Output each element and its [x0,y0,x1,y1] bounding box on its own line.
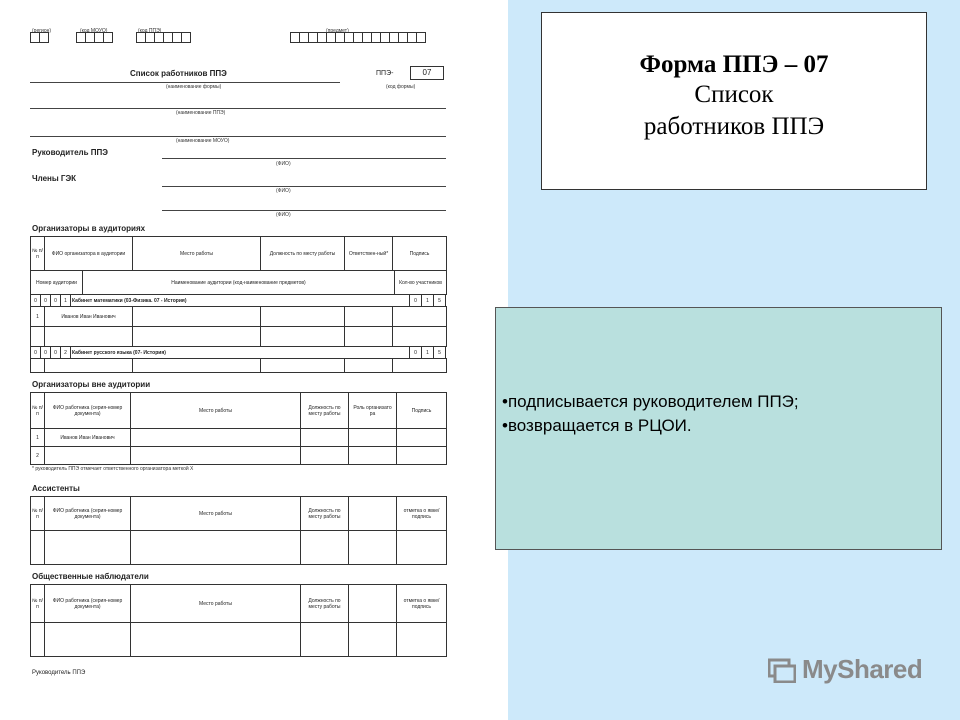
assistants-table [30,496,447,565]
organizers-in-subheader [30,270,447,295]
room-1-count-digit: 1 [422,295,434,307]
ppe-label: ППЭ- [376,70,394,77]
table-cell [345,359,393,373]
info-list [502,390,799,438]
caption-gek-fio-2: (ФИО) [276,212,291,218]
title-line-3: работников ППЭ [643,113,825,140]
table-cell [397,531,447,565]
table-cell [345,327,393,347]
t1-header-signature: Подпись [393,237,447,271]
room-2-count-digit: 0 [410,347,422,359]
organizers-in-table [30,236,447,271]
observers-table [30,584,447,657]
table-cell [393,359,447,373]
head-label: Руководитель ППЭ [32,148,108,157]
bottom-head-label: Руководитель ППЭ [32,670,86,676]
t4-header-num: № п/п [31,585,45,623]
section-observers: Общественные наблюдатели [32,572,149,581]
t2-header-num: № п/п [31,393,45,429]
table-cell [31,327,45,347]
room-2-digit: 0 [51,347,61,359]
table-cell [31,531,45,565]
myshared-logo-text: MyShared [802,654,923,684]
table-cell [301,447,349,465]
t3-header-attendance: отметка о явке/ подпись [397,497,447,531]
table-cell [45,447,131,465]
t1-header-fio: ФИО организатора в аудитории [45,237,133,271]
organizer-in-rows-2 [30,358,447,373]
mouo-name-line [30,136,446,137]
t1-header-work: Место работы [133,237,261,271]
room-1-digit: 0 [41,295,51,307]
room-2-count-digit: 5 [434,347,446,359]
info-box [495,307,942,550]
table-cell [133,327,261,347]
gek-fio-line-2 [162,210,446,211]
title-box [541,12,927,190]
t2-header-signature: Подпись [397,393,447,429]
table-cell [261,307,345,327]
room-2-digit: 0 [31,347,41,359]
t4-header-position: Должность по месту работы [301,585,349,623]
caption-form-code: (код формы) [386,84,416,90]
organizers-out-table [30,392,447,465]
info-item-signed: •подписывается руководителем ППЭ; [502,392,799,411]
room-1-count-digit: 5 [434,295,446,307]
caption-mouo-name: (наименование МОУО) [176,138,230,144]
table-cell [397,429,447,447]
table-cell [349,623,397,657]
t1-header-num: № п/п [31,237,45,271]
table-cell [45,623,131,657]
t2-header-role: Роль организато ра [349,393,397,429]
room-1-digit: 0 [51,295,61,307]
header-caption-ppe: (код ППЭ) [138,28,162,34]
room-1-count-digit: 0 [410,295,422,307]
table-cell [393,307,447,327]
room-1-name: Кабинет математики (03-Физика. 07 - История) [71,295,410,307]
t2-header-work: Место работы [131,393,301,429]
mouo-code-boxes [76,32,112,43]
t3-header-fio: ФИО работника (серия-номер документа) [45,497,131,531]
caption-gek-fio-1: (ФИО) [276,188,291,194]
table-cell [345,307,393,327]
t4-header-work: Место работы [131,585,301,623]
t1-header-position: Должность по месту работы [261,237,345,271]
room-2-digit: 0 [41,347,51,359]
table-cell [45,327,133,347]
table-cell [131,531,301,565]
section-organizers-in: Организаторы в аудиториях [32,224,146,233]
t3-header-empty [349,497,397,531]
table-cell [133,359,261,373]
table-cell [31,623,45,657]
table-cell [261,359,345,373]
t4-header-empty [349,585,397,623]
title-line-2: Список [694,81,774,108]
region-code-boxes [30,32,48,43]
head-fio-line [162,158,446,159]
t2-row-1-name: Иванов Иван Иванович [45,429,131,447]
caption-form-name: (наименование формы) [166,84,222,90]
table-cell [31,359,45,373]
table-cell [349,531,397,565]
table-cell [301,531,349,565]
organizer-in-rows [30,306,447,347]
table-cell [301,429,349,447]
gek-label: Члены ГЭК [32,174,77,183]
title-main: Форма ППЭ – 07 [639,51,829,78]
section-organizers-out: Организаторы вне аудитории [32,380,151,389]
t3-header-position: Должность по месту работы [301,497,349,531]
table-cell [45,531,131,565]
table-cell [393,327,447,347]
myshared-logo-icon [768,657,796,683]
header-caption-mouo: (код МОУО) [80,28,108,34]
header-caption-subject: (предмет) [326,28,349,34]
info-item-returned: •возвращается в РЦОИ. [502,416,692,435]
t1-sub-room-number: Номер аудитории [31,271,83,295]
room-1-digit: 0 [31,295,41,307]
table-cell [261,327,345,347]
ppe-code-boxes [136,32,190,43]
room-2-digit: 2 [61,347,71,359]
t2-row-2-num: 2 [31,447,45,465]
table-cell [349,429,397,447]
header-caption-region: (регион) [32,28,52,34]
table-cell [397,623,447,657]
subject-code-boxes [290,32,425,43]
table-cell [133,307,261,327]
gek-fio-line-1 [162,186,446,187]
t1-sub-participants: Кол-во участников [395,271,447,295]
t2-row-1-num: 1 [31,429,45,447]
t4-header-fio: ФИО работника (серия-номер документа) [45,585,131,623]
t4-header-attendance: отметка о явке/ подпись [397,585,447,623]
myshared-logo [768,654,922,685]
caption-head-fio: (ФИО) [276,161,291,167]
organizer-row-name: Иванов Иван Иванович [45,307,133,327]
table-cell [349,447,397,465]
table-cell [45,359,133,373]
table-cell [131,447,301,465]
t3-header-work: Место работы [131,497,301,531]
t3-header-num: № п/п [31,497,45,531]
title-underline [30,82,340,83]
t1-sub-room-name: Наименование аудитории (код-наименование предметов) [83,271,395,295]
section-assistants: Ассистенты [32,484,80,493]
ppe-form-code: 07 [410,66,444,80]
room-2-count-digit: 1 [422,347,434,359]
table-cell [397,447,447,465]
room-1-digit: 1 [61,295,71,307]
table-cell [131,429,301,447]
organizer-row-num: 1 [31,307,45,327]
t1-header-responsible: Ответствен-ный* [345,237,393,271]
table-cell [131,623,301,657]
t2-header-position: Должность по месту работы [301,393,349,429]
caption-ppe-name: (наименование ППЭ) [176,110,226,116]
footnote: * руководитель ППЭ отмечает ответственного организатора меткой Х [32,466,194,472]
room-2-name: Кабинет русского языка (07- История) [71,347,410,359]
ppe-name-line [30,108,446,109]
t2-header-fio: ФИО работника (серия-номер документа) [45,393,131,429]
table-cell [301,623,349,657]
list-title: Список работников ППЭ [130,69,227,78]
